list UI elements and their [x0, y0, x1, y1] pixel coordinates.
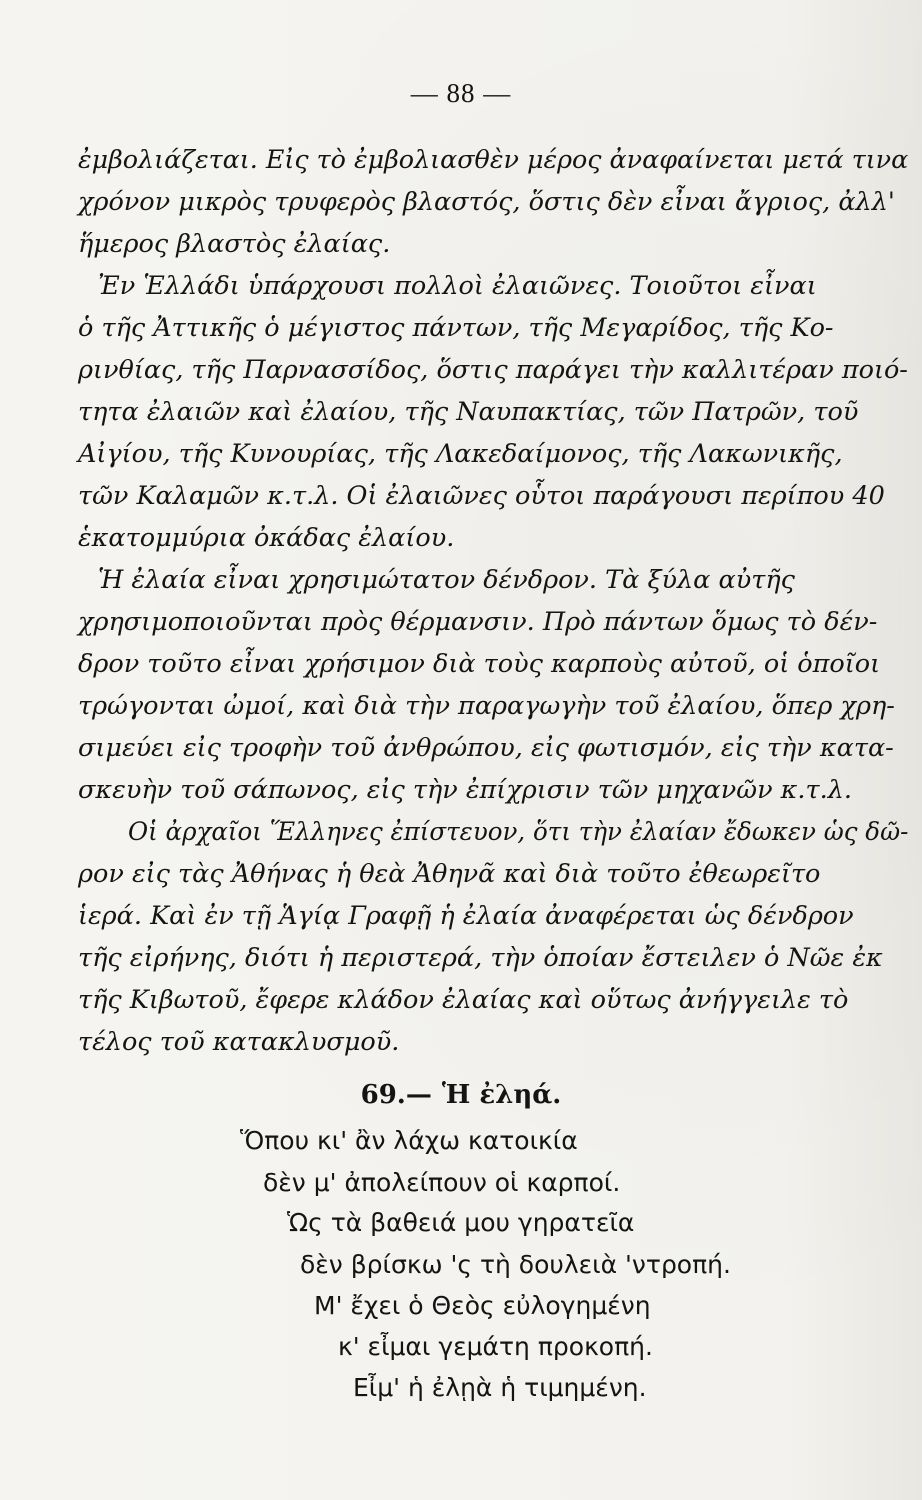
prose-line: ἐμβολιάζεται. Εἰς τὸ ἐμβολιασθὲν μέρος ἀναφαίνεται μετά τινα	[78, 145, 909, 175]
prose-line: τῆς εἰρήνης, διότι ἡ περιστερά, τὴν ὁποίαν ἔστειλεν ὁ Νῶε ἐκ	[78, 943, 883, 973]
page-number: — 88 —	[410, 78, 512, 108]
prose-line: Οἱ ἀρχαῖοι Ἕλληνες ἐπίστευον, ὅτι τὴν ἐλαίαν ἔδωκεν ὡς δῶ-	[128, 817, 909, 847]
prose-line: ἑκατομμύρια ὀκάδας ἐλαίου.	[78, 523, 455, 553]
poem-line: Ὡς τὰ βαθειά μου γηρατεῖα	[287, 1208, 635, 1237]
prose-line: ρινθίας, τῆς Παρνασσίδος, ὅστις παράγει τὴν καλλιτέραν ποιό-	[78, 355, 908, 385]
prose-line: σκευὴν τοῦ σάπωνος, εἰς τὴν ἐπίχρισιν τῶν μηχανῶν κ.τ.λ.	[78, 775, 852, 805]
poem-line: Μ' ἔχει ὁ Θεὸς εὐλογημένη	[314, 1291, 651, 1320]
prose-line: χρησιμοποιοῦνται πρὸς θέρμανσιν. Πρὸ πάντων ὅμως τὸ δέν-	[78, 607, 878, 637]
poem-line: δὲν βρίσκω 'ς τὴ δουλειὰ 'ντροπή.	[300, 1250, 731, 1279]
prose-line: τητα ἐλαιῶν καὶ ἐλαίου, τῆς Ναυπακτίας, τῶν Πατρῶν, τοῦ	[78, 397, 859, 427]
section-heading	[0, 1080, 922, 1110]
prose-line: σιμεύει εἰς τροφὴν τοῦ ἀνθρώπου, εἰς φωτισμόν, εἰς τὴν κατα-	[78, 733, 894, 763]
prose-line: τῆς Κιβωτοῦ, ἔφερε κλάδον ἐλαίας καὶ οὕτως ἀνήγγειλε τὸ	[78, 985, 849, 1015]
poem-line: κ' εἶμαι γεμάτη προκοπή.	[338, 1332, 653, 1361]
prose-line: Αἰγίου, τῆς Κυνουρίας, τῆς Λακεδαίμονος, τῆς Λακωνικῆς,	[78, 439, 843, 469]
prose-line: τέλος τοῦ κατακλυσμοῦ.	[78, 1027, 400, 1057]
poem-line: Ὅπου κι' ἂν λάχω κατοικία	[240, 1126, 578, 1155]
section-number: 69.—	[360, 1080, 432, 1110]
prose-line: ὁ τῆς Ἀττικῆς ὁ μέγιστος πάντων, τῆς Μεγαρίδος, τῆς Κο-	[78, 313, 834, 343]
prose-line: Ἐν Ἑλλάδι ὑπάρχουσι πολλοὶ ἐλαιῶνες. Τοιοῦτοι εἶναι	[98, 271, 817, 301]
prose-line: ρον εἰς τὰς Ἀθήνας ἡ θεὰ Ἀθηνᾶ καὶ διὰ τοῦτο ἐθεωρεῖτο	[78, 859, 821, 889]
prose-line: ἥμερος βλαστὸς ἐλαίας.	[78, 229, 391, 259]
prose-line: χρόνον μικρὸς τρυφερὸς βλαστός, ὅστις δὲν εἶναι ἄγριος, ἀλλ'	[78, 187, 895, 217]
section-title: Ἡ ἐληά.	[441, 1080, 562, 1110]
prose-line: Ἡ ἐλαία εἶναι χρησιμώτατον δένδρον. Τὰ ξύλα αὐτῆς	[98, 565, 795, 595]
prose-line: τῶν Καλαμῶν κ.τ.λ. Οἱ ἐλαιῶνες οὗτοι παράγουσι περίπου 40	[78, 481, 885, 511]
prose-line: δρον τοῦτο εἶναι χρήσιμον διὰ τοὺς καρποὺς αὐτοῦ, οἱ ὁποῖοι	[78, 649, 881, 679]
poem-line: δὲν μ' ἀπολείπουν οἱ καρποί.	[263, 1168, 621, 1197]
poem-line: Εἶμ' ἡ ἐλῃὰ ἡ τιμημένη.	[353, 1373, 647, 1402]
prose-line: τρώγονται ὠμοί, καὶ διὰ τὴν παραγωγὴν τοῦ ἐλαίου, ὅπερ χρη-	[78, 691, 895, 721]
prose-line: ἱερά. Καὶ ἐν τῇ Ἁγίᾳ Γραφῇ ἡ ἐλαία ἀναφέρεται ὡς δένδρον	[78, 901, 854, 931]
